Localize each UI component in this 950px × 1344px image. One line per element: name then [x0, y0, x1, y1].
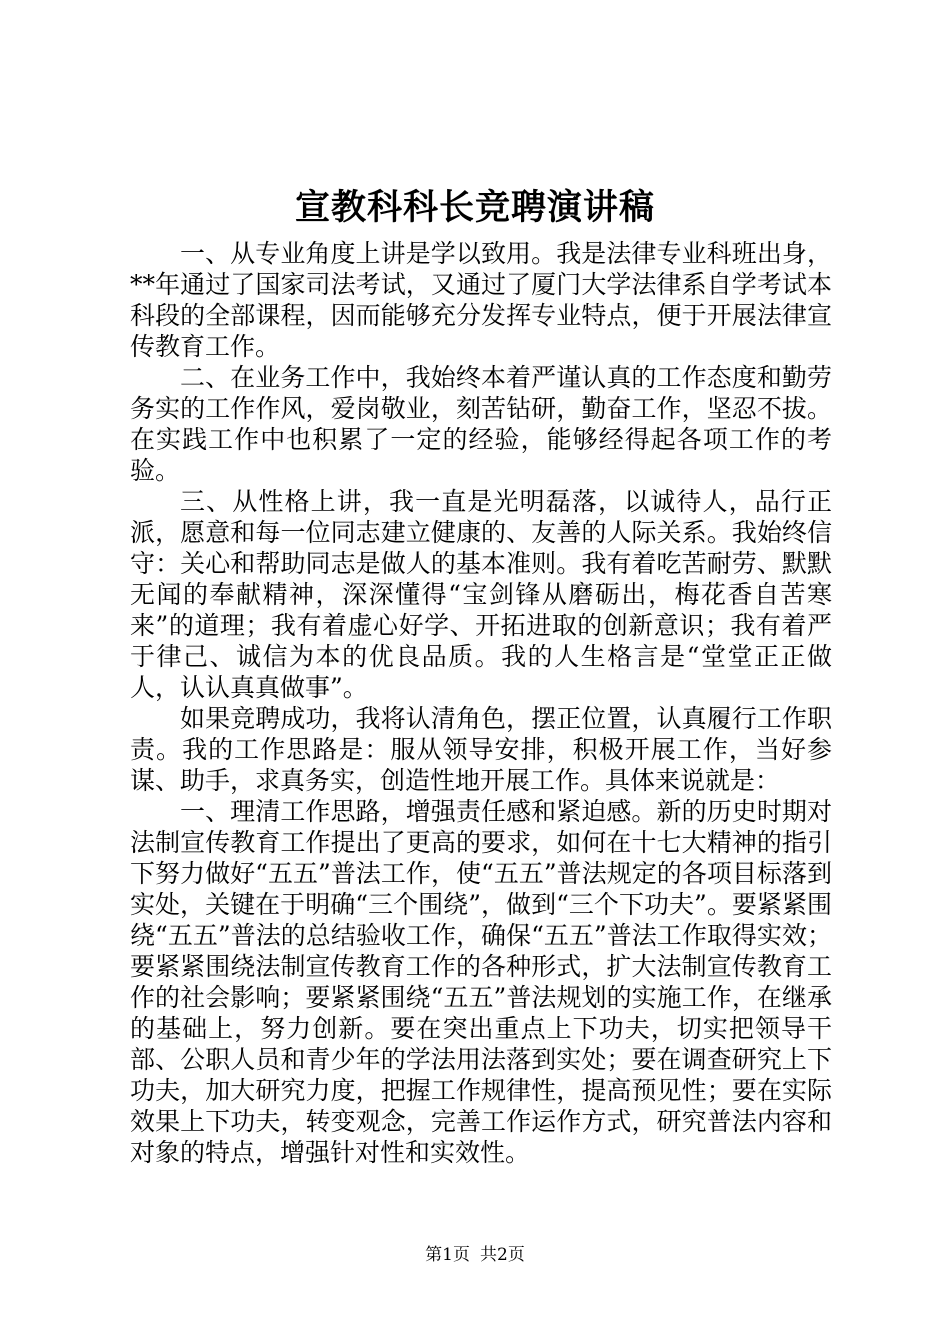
page-total: 共2页 — [480, 1245, 525, 1265]
paragraph-personality: 三、从性格上讲，我一直是光明磊落，以诚待人，品行正派，愿意和每一位同志建立健康的、友善的人际关系。我始终信守：关心和帮助同志是做人的基本准则。我有着吃苦耐劳、默默无闻的奉献精神，深深懂得“宝剑锋从磨砺出，梅花香自苦寒来”的道理；我有着虚心好学、开拓进取的创新意识；我有着严于律己、诚信为本的优良品质。我的人生格言是“堂堂正正做人，认认真真做事”。 — [130, 487, 832, 702]
paragraph-professional-background: 一、从专业角度上讲是学以致用。我是法律专业科班出身，**年通过了国家司法考试，又通过了厦门大学法律系自学考试本科段的全部课程，因而能够充分发挥专业特点，便于开展法律宣传教育工作。 — [130, 239, 832, 361]
page-footer — [0, 1243, 950, 1267]
page-number: 第1页 — [425, 1245, 470, 1265]
paragraph-work-attitude: 二、在业务工作中，我始终本着严谨认真的工作态度和勤劳务实的工作作风，爱岗敬业，刻苦钻研，勤奋工作，坚忍不拔。在实践工作中也积累了一定的经验，能够经得起各项工作的考验。 — [130, 363, 832, 485]
paragraph-clarify-thinking: 一、理清工作思路，增强责任感和紧迫感。新的历史时期对法制宣传教育工作提出了更高的要求，如何在十七大精神的指引下努力做好“五五”普法工作，使“五五”普法规定的各项目标落到实处，关键在于明确“三个围绕”，做到“三个下功夫”。要紧紧围绕“五五”普法的总结验收工作，确保“五五”普法工作取得实效；要紧紧围绕法制宣传教育工作的各种形式，扩大法制宣传教育工作的社会影响；要紧紧围绕“五五”普法规划的实施工作，在继承的基础上，努力创新。要在突出重点上下功夫，切实把领导干部、公职人员和青少年的学法用法落到实处；要在调查研究上下功夫，加大研究力度，把握工作规律性，提高预见性；要在实际效果上下功夫，转变观念，完善工作运作方式，研究普法内容和对象的特点，增强针对性和实效性。 — [130, 797, 832, 1167]
paragraph-work-plan: 如果竞聘成功，我将认清角色，摆正位置，认真履行工作职责。我的工作思路是：服从领导安排，积极开展工作，当好参谋、助手，求真务实，创造性地开展工作。具体来说就是： — [130, 704, 832, 795]
document-body — [130, 238, 832, 1168]
document-title: 宣教科科长竞聘演讲稿 — [294, 187, 655, 228]
